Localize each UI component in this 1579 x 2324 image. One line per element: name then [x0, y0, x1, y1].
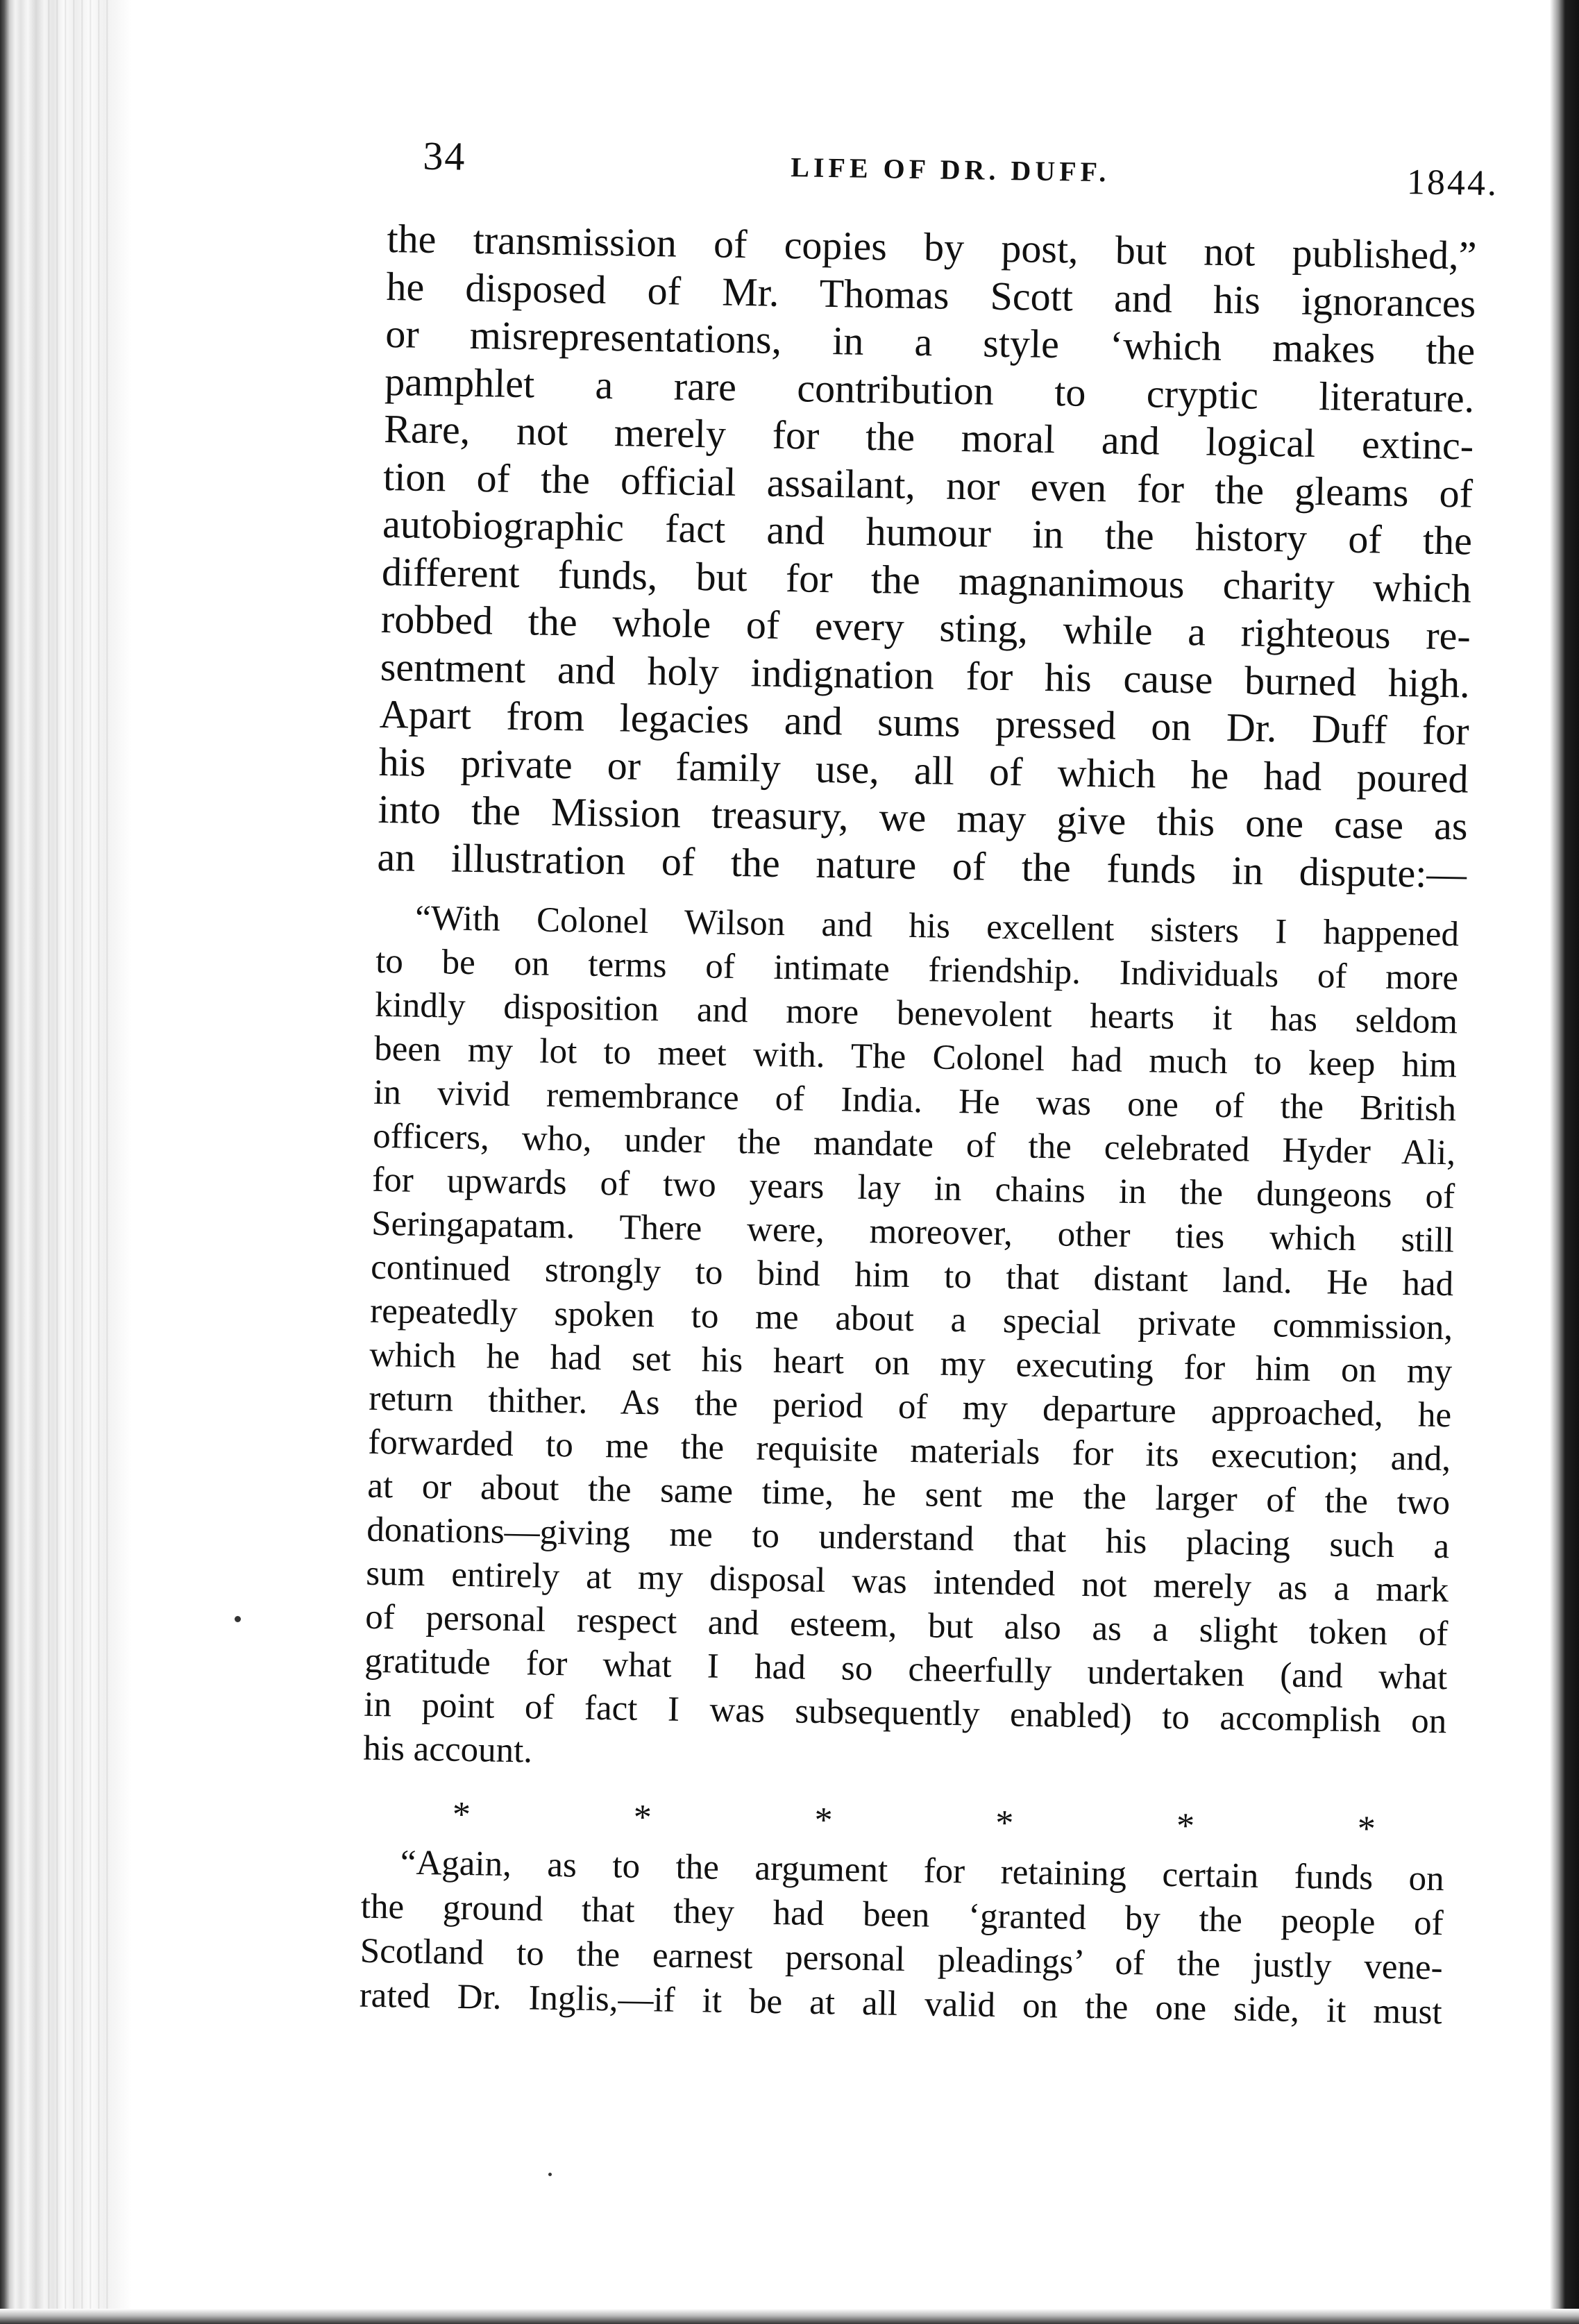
book-page	[359, 132, 1498, 2035]
asterisk: *	[814, 1800, 833, 1841]
text-line: or misrepresentations, in a style ʻwhich makes the	[385, 310, 1476, 373]
page-edge-lines	[42, 0, 111, 2324]
text-line: in point of fact I was subsequently enabled) to accomplish on	[363, 1685, 1447, 1742]
text-line: Seringapatam. There were, moreover, other ties which still	[371, 1204, 1455, 1261]
text-line: an illustration of the nature of the funds in dispute:—	[377, 834, 1467, 897]
text-line: pamphlet a rare contribution to cryptic literature.	[384, 358, 1475, 421]
text-line: return thither. As the period of my departure approached, he	[368, 1379, 1452, 1435]
text-line: for upwards of two years lay in chains in the dungeons of	[371, 1160, 1455, 1217]
text-line: at or about the same time, he sent me the larger of the two	[366, 1466, 1451, 1523]
bottom-page-edge	[0, 2309, 1579, 2324]
text-line: tion of the official assailant, nor even for the gleams of	[382, 453, 1474, 516]
text-line: different funds, but for the magnanimous charity which	[381, 548, 1472, 612]
asterisk: *	[452, 1794, 471, 1835]
text-line: which he had set his heart on my executing for him on my	[369, 1335, 1453, 1392]
text-line: officers, who, under the mandate of the celebrated Hyder Ali,	[372, 1116, 1456, 1173]
text-line: robbed the whole of every sting, while a righteous re-	[380, 596, 1471, 659]
main-paragraph	[377, 215, 1477, 898]
text-line: “With Colonel Wilson and his excellent sisters I happened	[414, 898, 1460, 954]
text-line: the ground that they had been ‘granted by the people of	[360, 1887, 1444, 1944]
text-line: his account.	[362, 1728, 533, 1771]
text-line: the transmission of copies by post, but not published,”	[387, 215, 1477, 278]
asterisk: *	[1176, 1806, 1195, 1846]
text-line: forwarded to me the requisite materials for its execution; and,	[367, 1422, 1451, 1479]
asterisk: *	[1357, 1809, 1376, 1849]
text-line: Scotland to the earnest personal pleadings’ of the justly vene-	[360, 1931, 1444, 1988]
text-line: been my lot to meet with. The Colonel had much to keep him	[373, 1029, 1458, 1086]
text-line: repeatedly spoken to me about a special private commission,	[369, 1291, 1453, 1348]
asterisk: *	[995, 1803, 1014, 1844]
text-line: to be on terms of intimate friendship. Individuals of more	[375, 941, 1459, 998]
text-line: rated Dr. Inglis,—if it be at all valid on the one side, it must	[359, 1976, 1443, 2032]
page-number: 34	[422, 133, 466, 179]
text-line: Apart from legacies and sums pressed on Dr. Duff for	[379, 691, 1470, 754]
asterisk: *	[633, 1797, 652, 1838]
running-head: LIFE OF DR. DUFF.	[790, 151, 1111, 188]
print-speck	[548, 2173, 552, 2176]
text-line: “Again, as to the argument for retaining certain funds on	[400, 1843, 1445, 1899]
text-line: he disposed of Mr. Thomas Scott and his ignorances	[386, 263, 1476, 326]
text-line: into the Mission treasury, we may give this one case as	[378, 786, 1468, 849]
section-break-asterisks	[452, 1794, 1376, 1851]
year-marker: 1844.	[1406, 162, 1499, 204]
text-line: sentment and holy indignation for his cause burned high.	[380, 643, 1471, 707]
text-line: autobiographic fact and humour in the history of the	[382, 500, 1473, 564]
quote-paragraph	[363, 896, 1460, 1787]
text-line: sum entirely at my disposal was intended not merely as a mark	[365, 1553, 1449, 1610]
text-line: in vivid remembrance of India. He was one of the British	[373, 1072, 1457, 1129]
right-page-edge	[1550, 0, 1579, 2324]
text-line: Rare, not merely for the moral and logical extinc-	[383, 405, 1474, 469]
text-line: gratitude for what I had so cheerfully undertaken (and what	[364, 1641, 1448, 1698]
text-line: continued strongly to bind him to that distant land. He had	[370, 1247, 1454, 1304]
page-header	[387, 132, 1498, 219]
quote-paragraph-2	[359, 1840, 1444, 2035]
text-line: his private or family use, all of which he had poured	[378, 739, 1469, 802]
text-line: kindly disposition and more benevolent hearts it has seldom	[374, 985, 1458, 1042]
print-speck	[235, 1616, 241, 1622]
text-line: donations—giving me to understand that his placing such a	[366, 1510, 1450, 1567]
text-line: of personal respect and esteem, but also as a slight token of	[364, 1597, 1449, 1654]
